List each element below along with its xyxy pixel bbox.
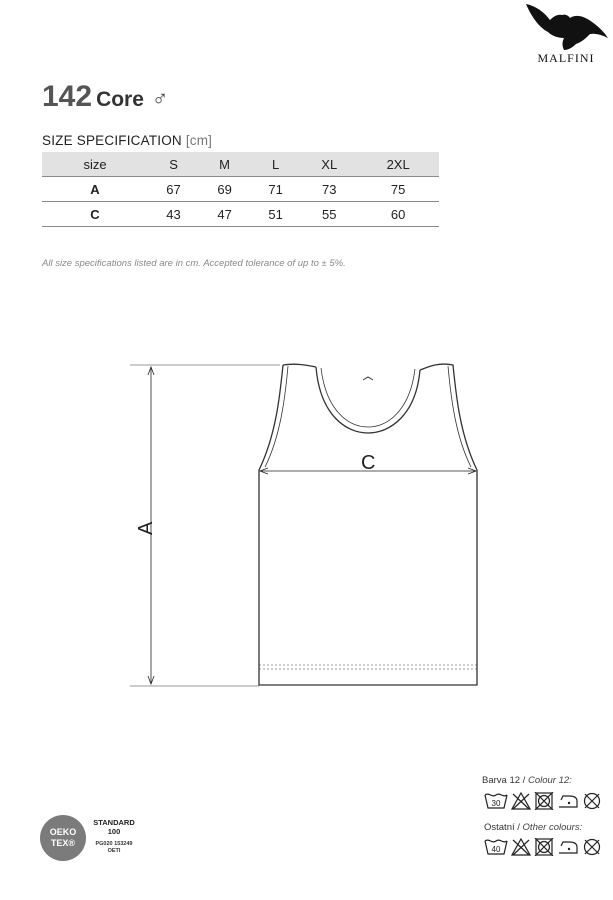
tolerance-note: All size specifications listed are in cm. Accepted tolerance of up to ± 5%.: [42, 258, 346, 269]
oeko-standard: STANDARD 100: [93, 818, 135, 836]
svg-text:40: 40: [491, 845, 501, 854]
no-bleach-icon: [511, 792, 531, 810]
care-label-other: Ostatní / Other colours:: [484, 822, 583, 833]
product-name: Core: [96, 88, 144, 111]
no-tumble-dry-icon: [534, 838, 554, 856]
header-m: M: [199, 152, 250, 177]
header-s: S: [148, 152, 199, 177]
male-icon: ♂: [151, 86, 169, 111]
no-dry-clean-icon: [582, 838, 602, 856]
tank-top-outline-icon: [259, 364, 477, 685]
row-label: C: [90, 206, 100, 222]
product-number: 142: [42, 80, 93, 113]
header-size: size: [42, 152, 148, 177]
svg-text:30: 30: [491, 799, 501, 808]
care-symbols-colour12: [484, 792, 602, 810]
oeko-tex-badge: OEKO TEX®: [40, 815, 86, 861]
wash-tub-icon: [484, 792, 508, 810]
label-c: C: [361, 452, 376, 474]
no-dry-clean-icon: [582, 792, 602, 810]
table-cell: 47: [217, 206, 232, 222]
table-cell: 71: [268, 181, 283, 197]
garment-drawing: [120, 355, 490, 695]
header-xl: XL: [301, 152, 357, 177]
iron-low-icon: [557, 838, 579, 856]
table-cell: 43: [166, 206, 181, 222]
table-row: [42, 177, 439, 202]
size-spec-heading: [42, 133, 212, 148]
header-2xl: 2XL: [357, 152, 439, 177]
oeko-certificate-code: PG020 153249 OETI: [95, 841, 133, 854]
table-cell: 60: [390, 206, 406, 222]
row-label: A: [90, 181, 100, 197]
care-symbols-other: [484, 838, 602, 856]
product-title: [42, 80, 168, 114]
table-cell: 69: [217, 181, 232, 197]
iron-low-icon: [557, 792, 579, 810]
table-row: [42, 202, 439, 227]
eagle-icon: [518, 0, 610, 52]
size-spec-unit: [cm]: [185, 133, 213, 148]
table-cell: 73: [322, 181, 337, 197]
brand-name: MALFINI: [537, 51, 595, 65]
table-cell: 67: [166, 181, 181, 197]
size-table: [42, 152, 439, 227]
care-label-colour12: Barva 12 / Colour 12:: [482, 775, 572, 786]
table-cell: 55: [322, 206, 337, 222]
table-cell: 75: [390, 181, 406, 197]
label-a: A: [135, 521, 157, 535]
size-table-header: [42, 152, 439, 177]
no-tumble-dry-icon: [534, 792, 554, 810]
header-l: L: [250, 152, 301, 177]
no-bleach-icon: [511, 838, 531, 856]
wash-tub-icon: [484, 838, 508, 856]
size-spec-title: SIZE SPECIFICATION: [42, 133, 182, 148]
table-cell: 51: [268, 206, 283, 222]
